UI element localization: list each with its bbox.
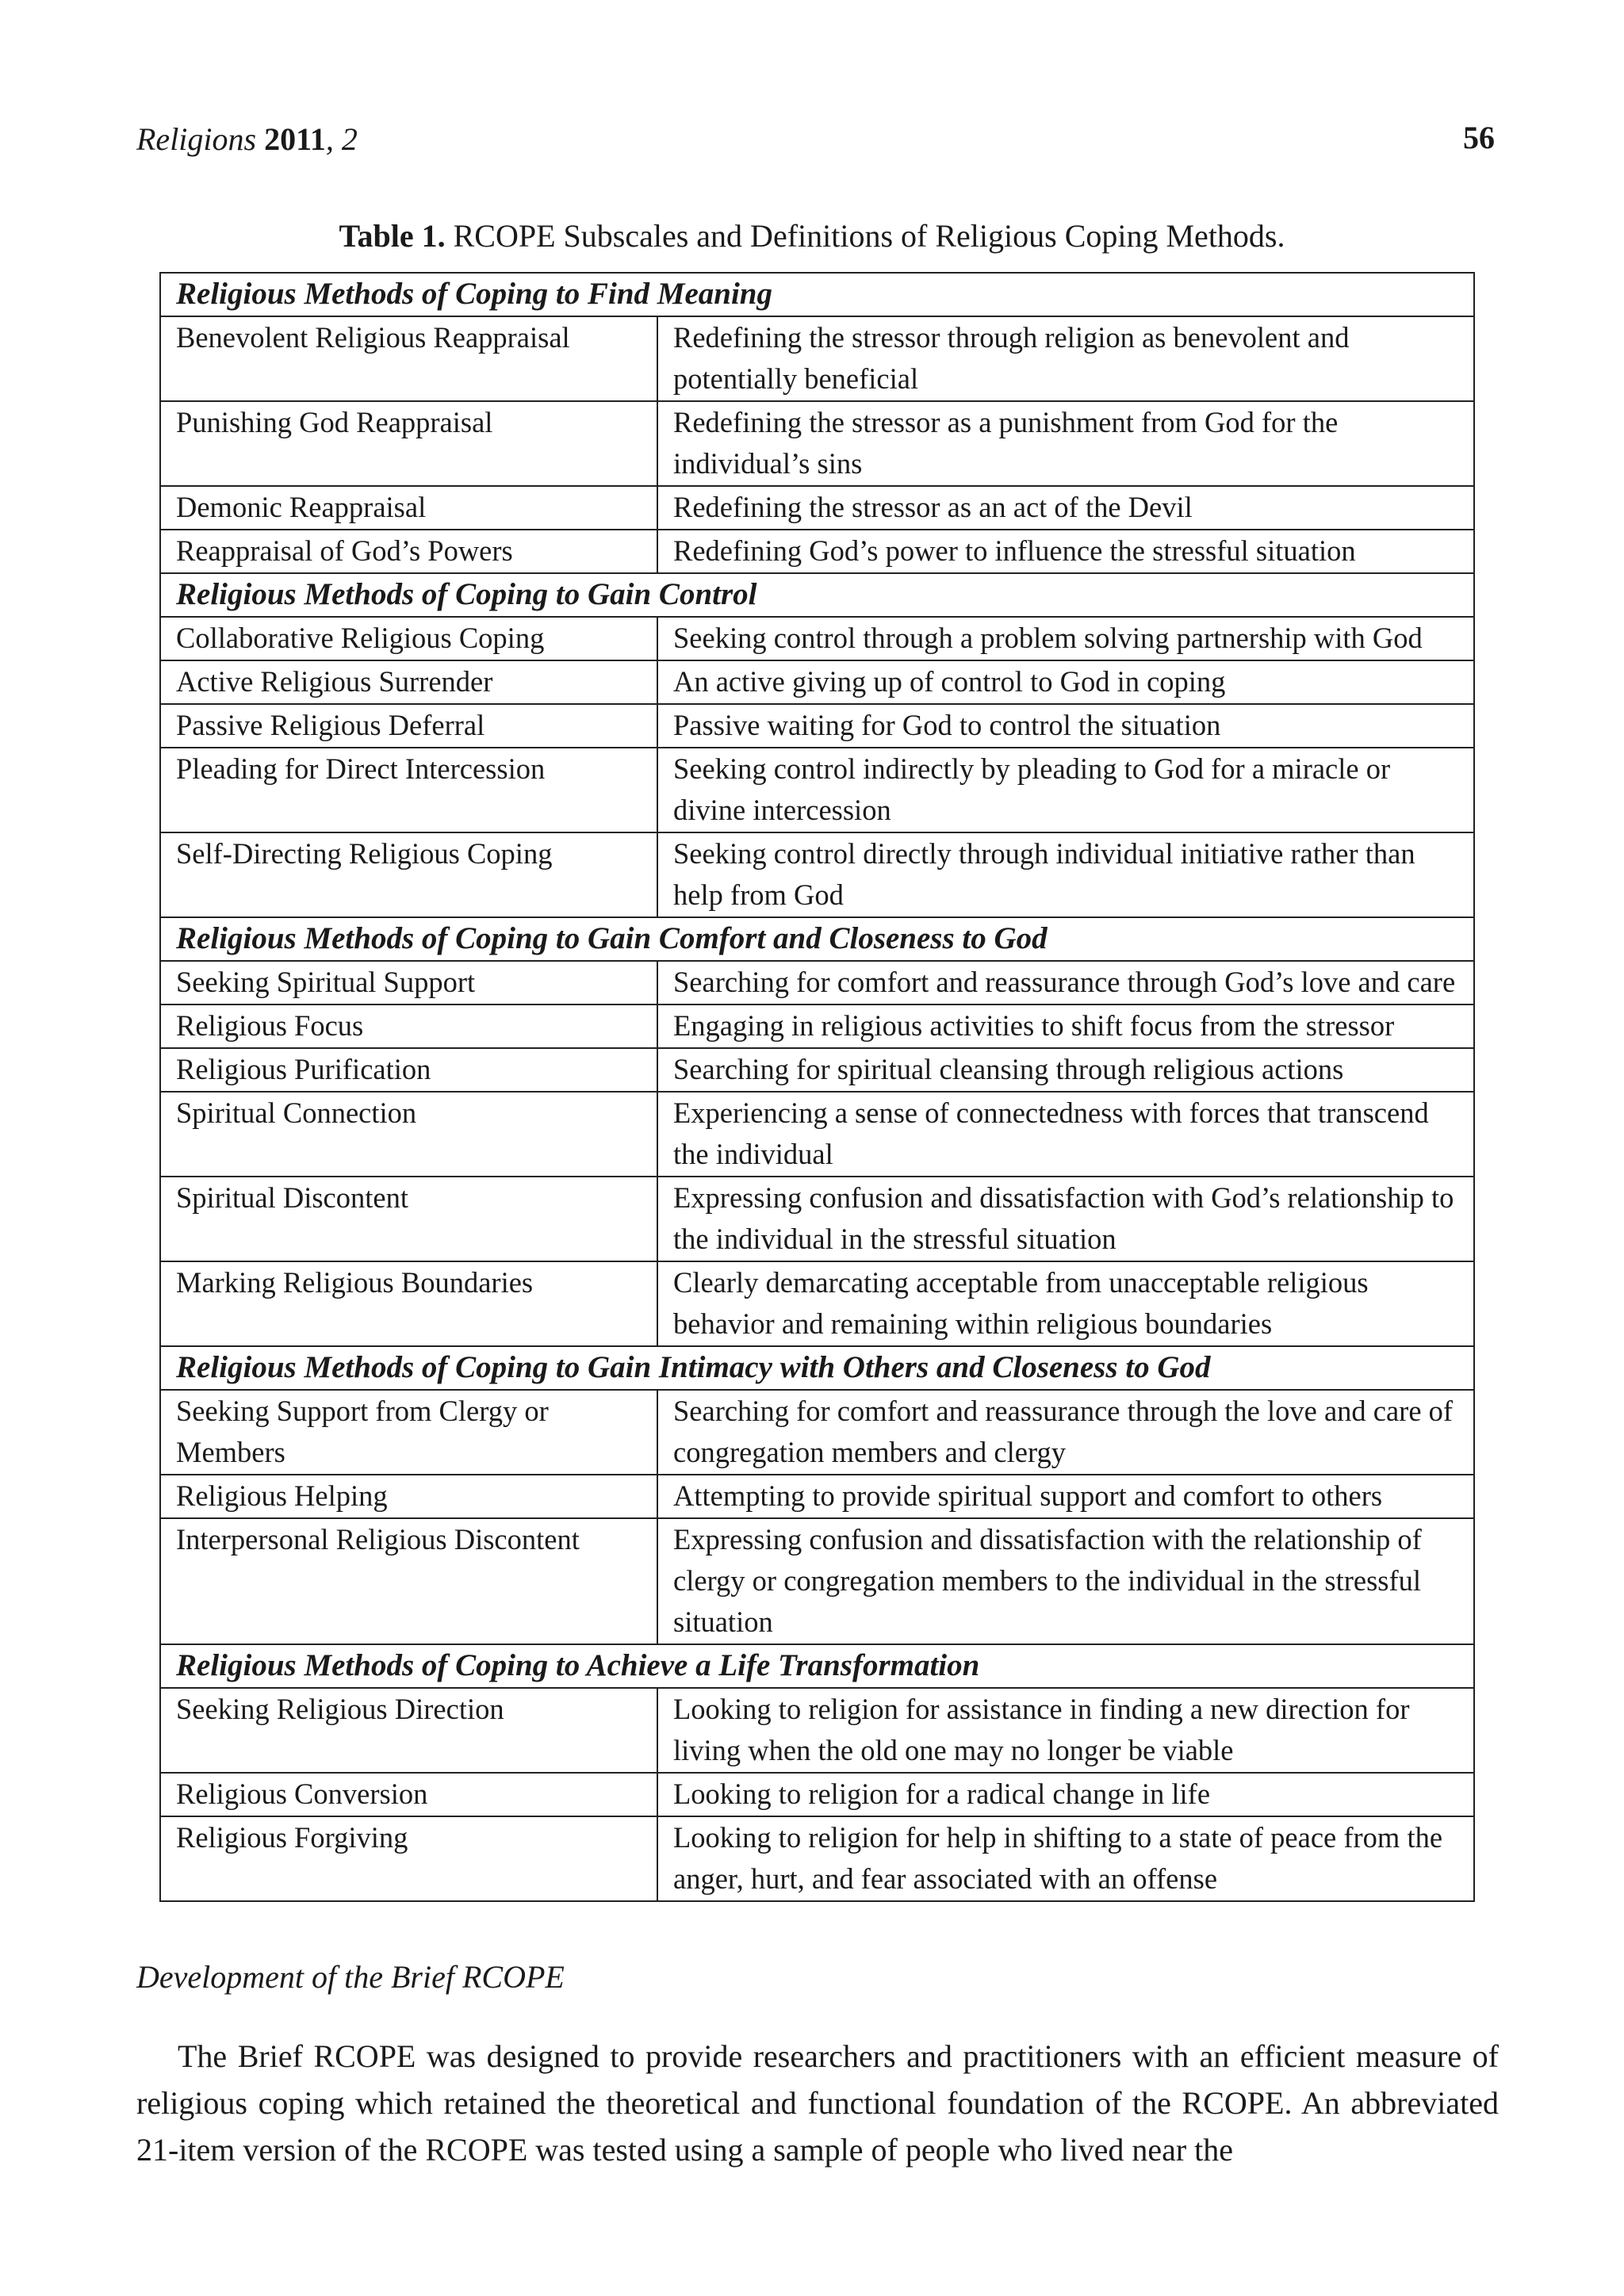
- table-row: [160, 1773, 1474, 1816]
- subscale-definition: Attempting to provide spiritual support and comfort to others: [657, 1475, 1474, 1518]
- subscale-name: Self-Directing Religious Coping: [160, 832, 657, 917]
- table-row: [160, 1177, 1474, 1261]
- table-row: [160, 486, 1474, 530]
- subscale-name: Interpersonal Religious Discontent: [160, 1518, 657, 1644]
- subscale-name: Religious Conversion: [160, 1773, 657, 1816]
- table-row: [160, 1518, 1474, 1644]
- subscale-definition: Redefining the stressor as an act of the Devil: [657, 486, 1474, 530]
- subscale-definition: Passive waiting for God to control the situation: [657, 704, 1474, 748]
- table-section-row: [160, 1644, 1474, 1688]
- table-row: [160, 961, 1474, 1004]
- table-section-row: [160, 1346, 1474, 1390]
- subscale-definition: Expressing confusion and dissatisfaction with God’s relationship to the individual in the stressful situation: [657, 1177, 1474, 1261]
- table-section-title: Religious Methods of Coping to Gain Comfort and Closeness to God: [160, 917, 1474, 961]
- table-row: [160, 1004, 1474, 1048]
- table-row: [160, 1048, 1474, 1092]
- table-section-title: Religious Methods of Coping to Gain Intimacy with Others and Closeness to God: [160, 1346, 1474, 1390]
- subscale-name: Reappraisal of God’s Powers: [160, 530, 657, 573]
- subscale-definition: Expressing confusion and dissatisfaction with the relationship of clergy or congregation members to the individual in the stressful situation: [657, 1518, 1474, 1644]
- table-section-title: Religious Methods of Coping to Find Meaning: [160, 273, 1474, 316]
- table-label: Table 1.: [339, 218, 446, 254]
- table-section-row: [160, 573, 1474, 617]
- subscale-name: Religious Purification: [160, 1048, 657, 1092]
- subscale-definition: Redefining God’s power to influence the stressful situation: [657, 530, 1474, 573]
- subscale-name: Passive Religious Deferral: [160, 704, 657, 748]
- table-row: [160, 401, 1474, 486]
- body-paragraph: The Brief RCOPE was designed to provide researchers and practitioners with an efficient measure of religious coping which retained the theoretical and functional foundation of the RCOPE. An abbreviated 21-item version of the RCOPE was tested using a sample of people who lived near the: [136, 2038, 1499, 2168]
- subscale-definition: Looking to religion for assistance in finding a new direction for living when the old one may no longer be viable: [657, 1688, 1474, 1773]
- subscale-definition: Redefining the stressor through religion as benevolent and potentially beneficial: [657, 316, 1474, 401]
- table-row: [160, 1261, 1474, 1346]
- subscale-definition: An active giving up of control to God in coping: [657, 660, 1474, 704]
- table-section-row: [160, 917, 1474, 961]
- table-caption-text: RCOPE Subscales and Definitions of Religious Coping Methods.: [453, 218, 1285, 254]
- subscale-name: Religious Forgiving: [160, 1816, 657, 1901]
- running-header: Religions 2011, 2: [136, 121, 358, 157]
- subscale-definition: Seeking control directly through individual initiative rather than help from God: [657, 832, 1474, 917]
- rcope-table: [159, 272, 1475, 1902]
- subscale-definition: Redefining the stressor as a punishment from God for the individual’s sins: [657, 401, 1474, 486]
- table-caption: [0, 217, 1624, 254]
- journal-volume: 2: [341, 121, 358, 157]
- table-row: [160, 617, 1474, 660]
- subscale-name: Punishing God Reappraisal: [160, 401, 657, 486]
- subscale-definition: Looking to religion for a radical change in life: [657, 1773, 1474, 1816]
- subscale-definition: Searching for spiritual cleansing through religious actions: [657, 1048, 1474, 1092]
- subscale-definition: Clearly demarcating acceptable from unacceptable religious behavior and remaining within religious boundaries: [657, 1261, 1474, 1346]
- table-row: [160, 1816, 1474, 1901]
- table-row: [160, 1092, 1474, 1177]
- journal-year: 2011: [264, 121, 326, 157]
- rcope-table-body: [160, 273, 1474, 1901]
- table-row: [160, 1390, 1474, 1475]
- subscale-name: Active Religious Surrender: [160, 660, 657, 704]
- table-row: [160, 530, 1474, 573]
- subscale-name: Benevolent Religious Reappraisal: [160, 316, 657, 401]
- subscale-name: Seeking Support from Clergy or Members: [160, 1390, 657, 1475]
- subscale-name: Religious Helping: [160, 1475, 657, 1518]
- subscale-name: Marking Religious Boundaries: [160, 1261, 657, 1346]
- subscale-definition: Seeking control indirectly by pleading to God for a miracle or divine intercession: [657, 748, 1474, 832]
- table-row: [160, 704, 1474, 748]
- table-section-row: [160, 273, 1474, 316]
- subscale-name: Pleading for Direct Intercession: [160, 748, 657, 832]
- subscale-name: Spiritual Connection: [160, 1092, 657, 1177]
- subscale-name: Collaborative Religious Coping: [160, 617, 657, 660]
- subscale-name: Seeking Spiritual Support: [160, 961, 657, 1004]
- subscale-definition: Experiencing a sense of connectedness with forces that transcend the individual: [657, 1092, 1474, 1177]
- table-row: [160, 316, 1474, 401]
- table-row: [160, 660, 1474, 704]
- subscale-name: Religious Focus: [160, 1004, 657, 1048]
- page-number: 56: [1463, 120, 1495, 155]
- table-section-title: Religious Methods of Coping to Gain Control: [160, 573, 1474, 617]
- subscale-name: Seeking Religious Direction: [160, 1688, 657, 1773]
- table-row: [160, 748, 1474, 832]
- table-row: [160, 1475, 1474, 1518]
- subscale-definition: Seeking control through a problem solving partnership with God: [657, 617, 1474, 660]
- table-row: [160, 1688, 1474, 1773]
- section-heading: Development of the Brief RCOPE: [136, 1959, 565, 1995]
- table-row: [160, 832, 1474, 917]
- subscale-name: Spiritual Discontent: [160, 1177, 657, 1261]
- subscale-definition: Searching for comfort and reassurance through God’s love and care: [657, 961, 1474, 1004]
- journal-name: Religions: [136, 121, 257, 157]
- table-section-title: Religious Methods of Coping to Achieve a Life Transformation: [160, 1644, 1474, 1688]
- subscale-definition: Engaging in religious activities to shift focus from the stressor: [657, 1004, 1474, 1048]
- subscale-name: Demonic Reappraisal: [160, 486, 657, 530]
- subscale-definition: Searching for comfort and reassurance through the love and care of congregation members and clergy: [657, 1390, 1474, 1475]
- subscale-definition: Looking to religion for help in shifting to a state of peace from the anger, hurt, and fear associated with an offense: [657, 1816, 1474, 1901]
